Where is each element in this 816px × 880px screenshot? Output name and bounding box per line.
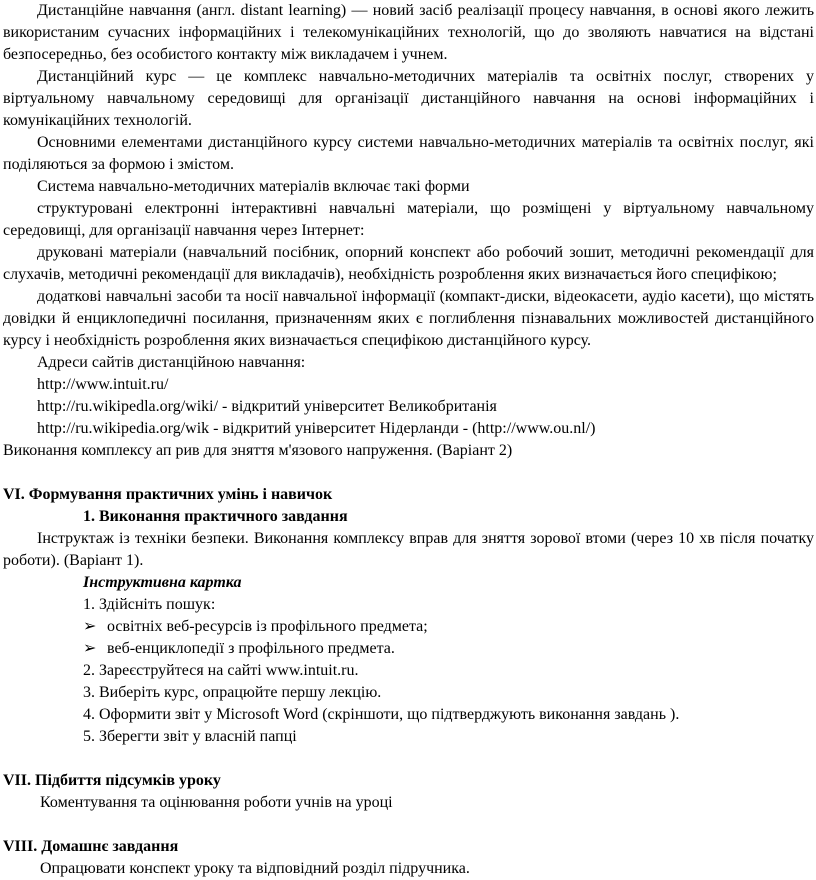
- paragraph-printed-materials: друковані матеріали (навчальний посібник, опорний конспект або робочий зошит, методичні рекомендації для слухачів, методичні рекомендації для викладачів), необхідність розроблення яких визначається його специфікою;: [3, 244, 814, 283]
- section-viii-title: VIII. Домашнє завдання: [3, 838, 179, 855]
- sites-heading: Адреси сайтів дистанційною навчання:: [37, 354, 306, 371]
- spacer: [3, 462, 814, 484]
- instruction-card-title: Інструктивна картка: [83, 574, 242, 591]
- list-item: [3, 638, 814, 660]
- paragraph-distant-learning-definition: Дистанційне навчання (англ. distant learning) — новий засіб реалізації процесу навчання, в основі якого лежить використаним сучасних інформаційних і телекомунікаційних технологій, що до зволяють навчатися на відстані безпосередньо, без особистого контакту між викладачем і учнем.: [3, 2, 814, 63]
- arrow-bullet-icon: ➢: [83, 618, 97, 635]
- paragraph-additional-materials: додаткові навчальні засоби та носії навчальної інформації (компакт-диски, відеокасети, аудіо касети), що містять довідки й енциклопедичні посилання, призначенням яких є поглиблення пізнавальних можливостей дистанційного курсу і необхідність розроблення яких визначається специфікою дистанційного курсу.: [3, 288, 814, 349]
- paragraph-course-elements: Основними елементами дистанційного курсу системи навчально-методичних матеріалів та освітніх послуг, які поділяються за формою і змістом.: [3, 134, 814, 173]
- paragraph-structured-materials: структуровані електронні інтерактивні навчальні матеріали, що розміщені у віртуальному навчальному середовищі, для організації навчання через Інтернет:: [3, 200, 814, 239]
- paragraph-materials-system: Система навчально-методичних матеріалів включає такі форми: [37, 178, 470, 195]
- section-vi-subtitle: 1. Виконання практичного завдання: [83, 508, 348, 525]
- step-1: 1. Здійсніть пошук:: [83, 596, 216, 613]
- bullet-text: веб-енциклопедії з профільного предмета.: [107, 640, 395, 657]
- step-2: 2. Зареєструйтеся на сайті www.intuit.ru.: [83, 662, 359, 679]
- section-vi-title: VI. Формування практичних умінь і навичок: [3, 486, 333, 503]
- spacer: [3, 748, 814, 770]
- paragraph-distant-course-definition: Дистанційний курс — це комплекс навчально-методичних матеріалів та освітніх послуг, створених у віртуальному навчальному середовищі для організації дистанційного навчання на основі інформаційних і комунікаційних технологій.: [3, 68, 814, 129]
- bullet-text: освітніх веб-ресурсів із профільного предмета;: [107, 618, 428, 635]
- step-5: 5. Зберегти звіт у власній папці: [83, 728, 297, 745]
- section-vii-title: VII. Підбиття підсумків уроку: [3, 772, 221, 789]
- list-item: [3, 616, 814, 638]
- step-3: 3. Виберіть курс, опрацюйте першу лекцію.: [83, 684, 382, 701]
- spacer: [3, 814, 814, 836]
- section-viii-text: Опрацювати конспект уроку та відповідний розділ підручника.: [40, 860, 470, 877]
- site-link-wiki-uk[interactable]: http://ru.wikipedla.org/wiki/ - відкритий університет Великобританія: [37, 398, 497, 415]
- site-link-wiki-nl[interactable]: http://ru.wikipedia.org/wik - відкритий університет Нідерланди - (http://www.ou.nl/): [37, 420, 596, 437]
- section-vi-text: Інструктаж із техніки безпеки. Виконання комплексу вправ для зняття зорової втоми (через 10 хв після початку роботи). (Варіант 1).: [3, 530, 814, 569]
- site-link-intuit[interactable]: http://www.intuit.ru/: [37, 376, 169, 393]
- step-4: 4. Оформити звіт у Microsoft Word (скріншоти, що підтверджують виконання завдань ).: [83, 706, 680, 723]
- exercise-line: Виконання комплексу ап рив для зняття м'язового напруження. (Варіант 2): [3, 442, 513, 459]
- section-vii-text: Коментування та оцінювання роботи учнів на уроці: [40, 794, 393, 811]
- arrow-bullet-icon: ➢: [83, 640, 97, 657]
